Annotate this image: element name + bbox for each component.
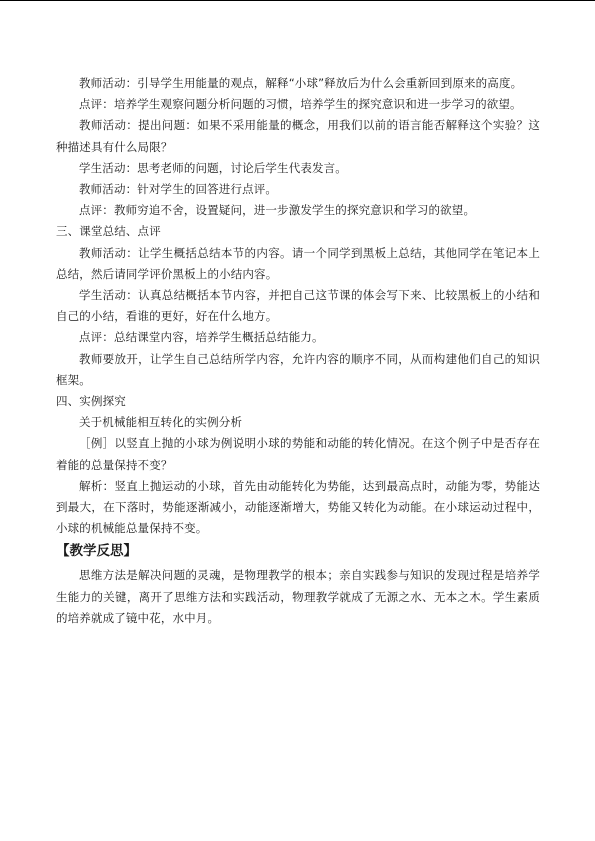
paragraph-comment-inquiry: 点评：教师穷追不舍，设置疑问，进一步激发学生的探究意识和学习的欲望。 (79, 203, 476, 218)
heading-summary: 三、课堂总结、点评 (56, 224, 161, 239)
paragraph-teacher-activity-explain: 教师活动：引导学生用能量的观点，解释“小球”释放后为什么会重新回到原来的高度。 (79, 76, 523, 90)
paragraph-teacher-activity-review: 教师活动：针对学生的回答进行点评。 (79, 182, 278, 197)
paragraph-reflection: 思维方法是解决问题的灵魂，是物理教学的根本；亲自实践参与知识的发现过程是培养学生能力的关键，离开了思维方法和实践活动，物理教学就成了无源之水、无本之木。学生素质的培养就成了镜中花，水中月。 (56, 568, 540, 625)
paragraph-example-analysis: 解析：竖直上抛运动的小球，首先由动能转化为势能，达到最高点时，动能为零，势能达到最大，在下落时，势能逐渐减小，动能逐渐增大，势能又转化为动能。在小球运动过程中，小球的机械能总量保持不变。 (56, 478, 540, 536)
header-rule (0, 0, 595, 1)
paragraph-teacher-activity-question: 教师活动：提出问题：如果不采用能量的概念，用我们以前的语言能否解释这个实验？这种描述具有什么局限？ (56, 118, 540, 154)
heading-example-inquiry: 四、实例探究 (56, 394, 126, 409)
paragraph-example-topic: 关于机械能相互转化的实例分析 (79, 415, 243, 430)
paragraph-comment-summary: 点评：总结课堂内容，培养学生概括总结能力。 (79, 330, 324, 345)
document-body (56, 73, 540, 629)
paragraph-teacher-activity-summary: 教师活动：让学生概括总结本节的内容。请一个同学到黑板上总结，其他同学在笔记本上总结，然后请同学评价黑板上的小结内容。 (56, 245, 540, 281)
paragraph-example-question: ［例］以竖直上抛的小球为例说明小球的势能和动能的转化情况。在这个例子中是否存在着能的总量保持不变？ (56, 436, 540, 472)
paragraph-student-activity-discuss: 学生活动：思考老师的问题，讨论后学生代表发言。 (79, 160, 347, 175)
paragraph-student-activity-summary: 学生活动：认真总结概括本节内容，并把自己这节课的体会写下来、比较黑板上的小结和自己的小结，看谁的更好，好在什么地方。 (56, 288, 540, 324)
paragraph-teacher-open: 教师要放开，让学生自己总结所学内容，允许内容的顺序不同，从而构建他们自己的知识框架。 (56, 351, 540, 387)
paragraph-comment-observation: 点评：培养学生观察问题分析问题的习惯，培养学生的探究意识和进一步学习的欲望。 (79, 97, 522, 112)
section-title-reflection: 【教学反思】 (56, 543, 137, 560)
